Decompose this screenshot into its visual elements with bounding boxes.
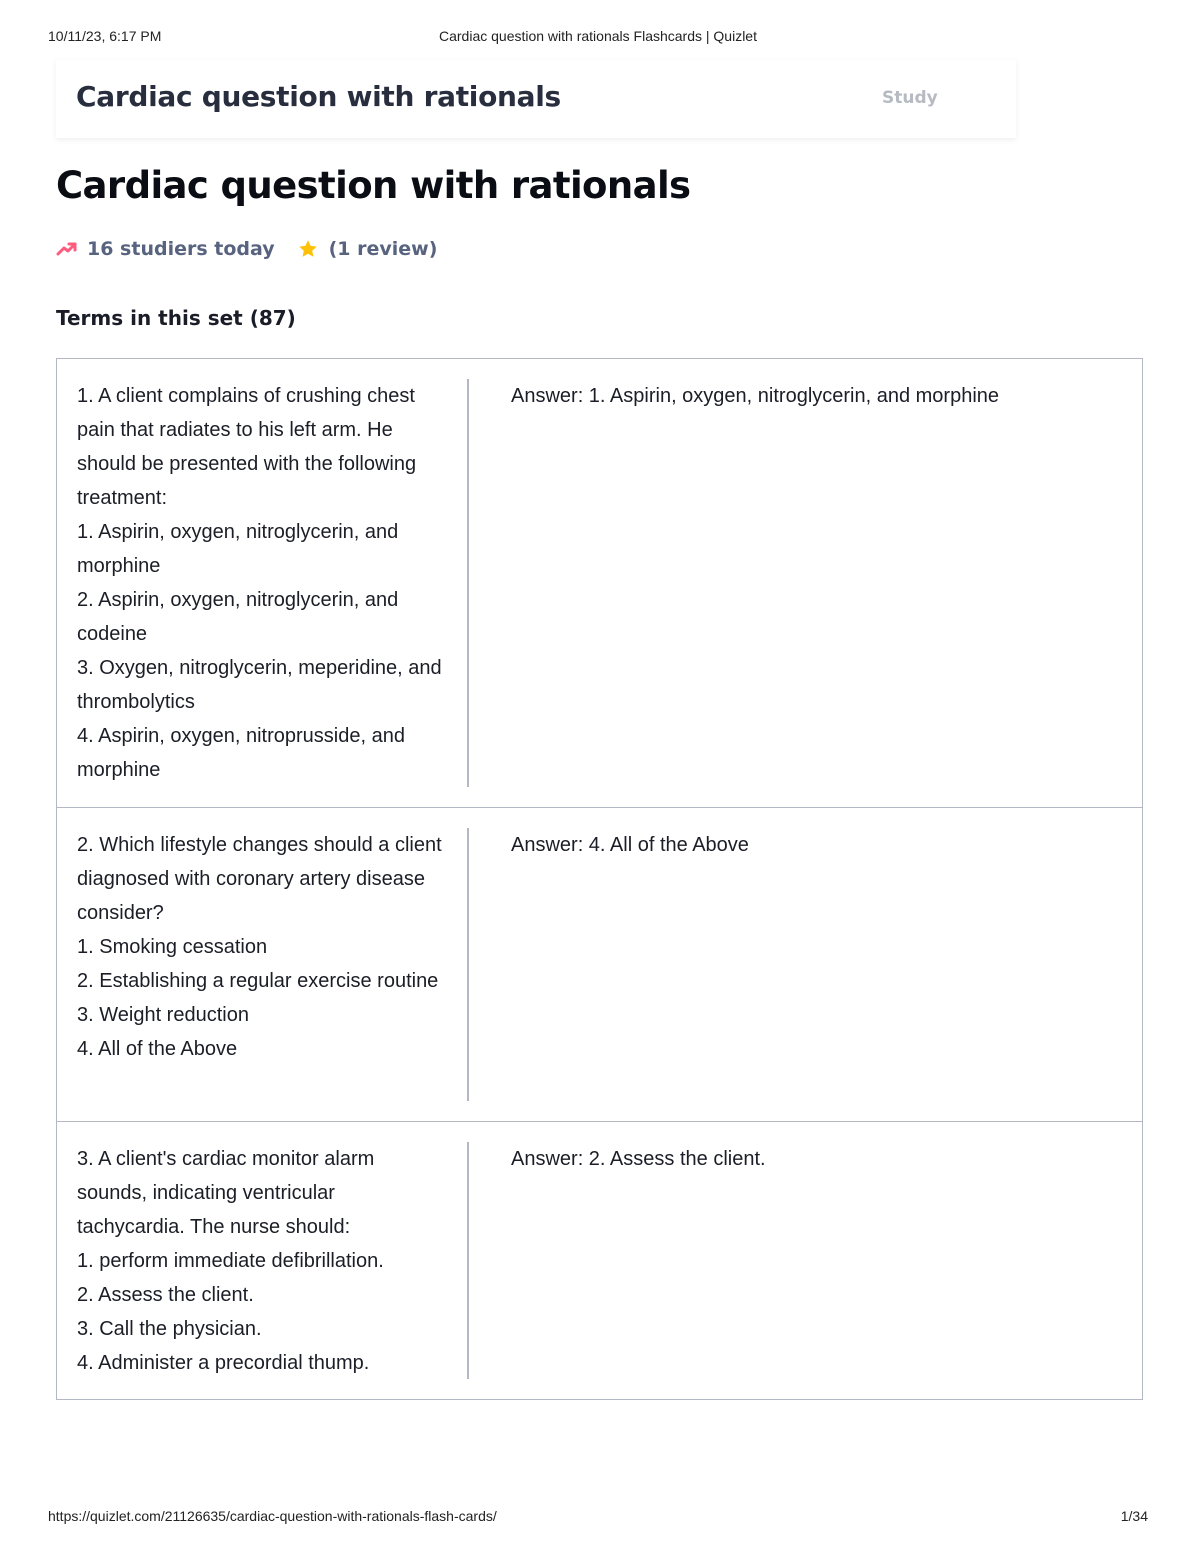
set-stats bbox=[56, 235, 437, 263]
print-datetime: 10/11/23, 6:17 PM bbox=[48, 28, 162, 44]
star-icon bbox=[297, 238, 319, 260]
definition-text: Answer: 2. Assess the client. bbox=[511, 1148, 766, 1170]
review-count-link[interactable]: (1 review) bbox=[328, 238, 438, 260]
trending-up-icon bbox=[56, 241, 78, 257]
terms-list bbox=[56, 358, 1143, 1400]
term-text: 2. Which lifestyle changes should a client diagnosed with coronary artery disease consider? 1. Smoking cessation 2. Establishing a regular exercise routine 3. Weight reduction 4. All of the Above bbox=[77, 828, 469, 1101]
page-number: 1/34 bbox=[1120, 1508, 1148, 1524]
term-text: 1. A client complains of crushing chest pain that radiates to his left arm. He should be presented with the following treatment: 1. Aspirin, oxygen, nitroglycerin, and morphine 2. Aspirin, oxygen, nitroglycerin, and codeine 3. Oxygen, nitroglycerin, meperidine, and thrombolytics 4. Aspirin, oxygen, nitroprusside, and morphine bbox=[77, 379, 469, 787]
print-page-title: Cardiac question with rationals Flashcards | Quizlet bbox=[438, 28, 757, 44]
definition-text: Answer: 1. Aspirin, oxygen, nitroglycerin, and morphine bbox=[511, 385, 1000, 407]
page-url: https://quizlet.com/21126635/cardiac-question-with-rationals-flash-cards/ bbox=[48, 1508, 497, 1524]
print-footer bbox=[48, 1508, 1148, 1528]
top-bar-title: Cardiac question with rationals bbox=[76, 80, 561, 113]
term-card bbox=[57, 1122, 1142, 1399]
studiers-count: 16 studiers today bbox=[87, 238, 275, 260]
definition-text: Answer: 4. All of the Above bbox=[511, 834, 749, 856]
terms-heading: Terms in this set (87) bbox=[56, 306, 296, 330]
term-text: 3. A client's cardiac monitor alarm sounds, indicating ventricular tachycardia. The nurse should: 1. perform immediate defibrillation. 2. Assess the client. 3. Call the physician. 4. Administer a precordial thump. bbox=[77, 1142, 469, 1379]
set-title: Cardiac question with rationals bbox=[56, 164, 691, 207]
term-card bbox=[57, 359, 1142, 808]
print-header bbox=[48, 28, 1148, 48]
study-button[interactable]: Study bbox=[882, 88, 938, 108]
term-card bbox=[57, 808, 1142, 1122]
sticky-top-bar bbox=[56, 60, 1016, 138]
